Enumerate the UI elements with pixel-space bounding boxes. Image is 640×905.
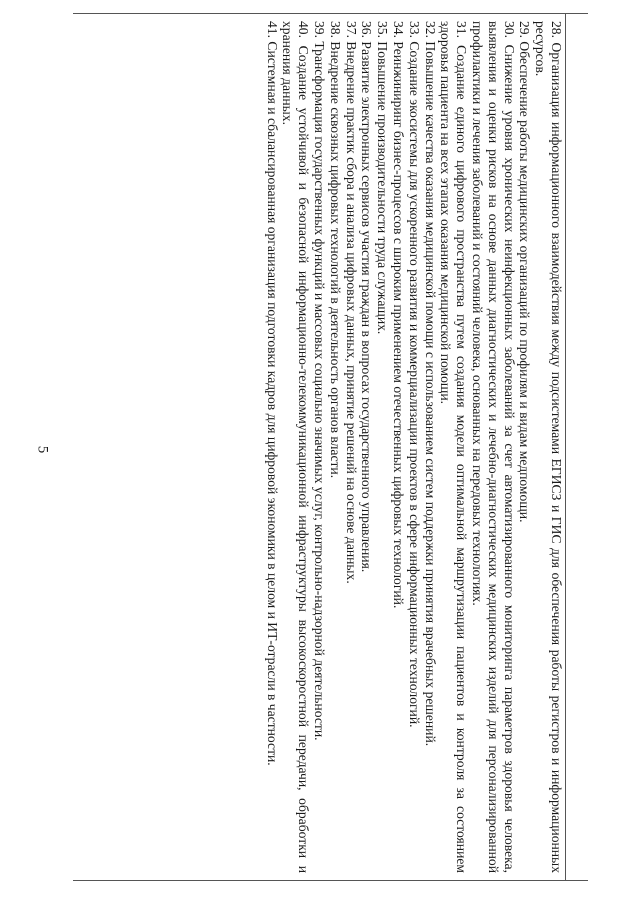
list-item: 39. Трансформация государственных функций и массовых социально значимых услуг, контрольно-надзорной деятельности. xyxy=(312,21,328,741)
list-item: 34. Реинжиниринг бизнес-процессов с широким применением отечественных цифровых технологий. xyxy=(391,21,407,609)
list-item: 38. Внедрение сквозных цифровых технологий в деятельность органов власти. xyxy=(327,21,343,479)
list-item: 36. Развитие электронных сервисов участия граждан в вопросах государственного управления. xyxy=(359,21,375,573)
list-item: 28. Организация информационного взаимодействия между подсистемами ЕГИСЗ и ГИС для обеспечения работы регистров и информационных ресурсов. xyxy=(533,21,564,873)
list-item: 33. Создание экосистемы для ускоренного развития и коммерциализации проектов в сфере информационных технологий. xyxy=(406,21,422,728)
list-item: 29. Обеспечение работы медицинских организаций по профилям и видам медпомощи. xyxy=(517,21,533,523)
list-item: 40. Создание устойчивой и безопасной информационно-телекоммуникационной инфраструктуры высокоскоростной передачи, обработки и хранения данных. xyxy=(280,21,312,873)
list-item: 37. Внедрение практик сбора и анализа цифровых данных, принятие решений на основе данных. xyxy=(343,21,359,584)
page-number: 5 xyxy=(34,445,51,454)
empty-left-cell xyxy=(565,13,588,881)
list-item: 32. Повышение качества оказания медицинской помощи с использованием систем поддержки принятия врачебных решений. xyxy=(422,21,438,747)
list-item: 31. Создание единого цифрового пространства путем создания модели оптимальной маршрутизации пациентов и контроля за состоянием здоровья пациента на всех этапах оказания медицинской помощи. xyxy=(438,21,470,873)
list-item: 30. Снижение уровня хронических неинфекционных заболеваний за счет автоматизированного мониторинга параметров здоровья человека, выявления и оценки рисков на основе данных диагностических и лечебно-диагностических медицинских изделий для персонализированной профилактики и лечения заболеваний и состояний человека, основанных на передовых технологиях. xyxy=(470,21,517,873)
list-item: 41. Системная и сбалансированная организация подготовки кадров для цифровой экономики в целом и ИТ-отрасли в частности. xyxy=(264,21,280,766)
goals-list xyxy=(264,21,564,873)
list-item: 35. Повышение производительности труда служащих. xyxy=(375,21,391,335)
rotated-table xyxy=(73,13,588,881)
